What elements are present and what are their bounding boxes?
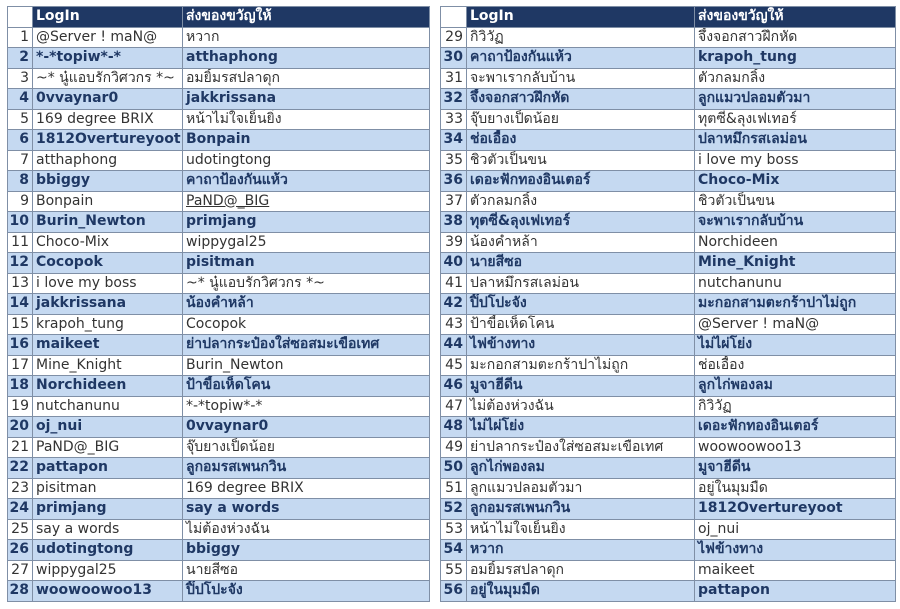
login-cell: ไม่ต้องห่วงฉัน [467,396,695,417]
row-number: 40 [441,253,467,274]
login-cell: jakkrissana [33,294,183,315]
login-cell: PaND@_BIG [33,437,183,458]
table-row [8,191,430,212]
row-number: 17 [8,355,33,376]
table-row [8,478,430,499]
login-cell: ป้าขี้อเห็ดโคน [467,314,695,335]
gift-cell: นายสีซอ [183,560,430,581]
row-number: 44 [441,335,467,356]
row-number: 26 [8,540,33,561]
login-cell: ลูกอมรสเพนกวิน [467,499,695,520]
row-number: 32 [441,89,467,110]
row-number: 14 [8,294,33,315]
gift-cell: maikeet [695,560,896,581]
login-cell: คาถาป้องกันแห้ว [467,48,695,69]
gift-cell: ไม่ไผ่โย่ง [695,335,896,356]
gift-cell: udotingtong [183,150,430,171]
gift-cell: มะกอกสามตะกร้าปาไม่ถูก [695,294,896,315]
gift-cell: 0vvaynar0 [183,417,430,438]
row-number: 51 [441,478,467,499]
table-row [441,560,896,581]
login-cell: น้องคำหล้า [467,232,695,253]
login-cell: ปิ๊ปโปะจัง [467,294,695,315]
login-cell: Bonpain [33,191,183,212]
table-row [8,130,430,151]
row-number: 45 [441,355,467,376]
gift-cell: jakkrissana [183,89,430,110]
login-cell: ช่อเอื้อง [467,130,695,151]
login-cell: Mine_Knight [33,355,183,376]
table-row [441,396,896,417]
login-cell: atthaphong [33,150,183,171]
table-row [441,335,896,356]
login-cell: 0vvaynar0 [33,89,183,110]
table-row [8,560,430,581]
login-cell: จะพาเรากลับบ้าน [467,68,695,89]
login-cell: มะกอกสามตะกร้าปาไม่ถูก [467,355,695,376]
row-number: 20 [8,417,33,438]
header-gift: ส่งของขวัญให้ [695,7,896,28]
login-cell: pattapon [33,458,183,479]
row-number: 30 [441,48,467,69]
gift-cell: 1812Overtureyoot [695,499,896,520]
gift-cell: say a words [183,499,430,520]
gift-cell: จุ๊บยางเป็ดน้อย [183,437,430,458]
row-number: 47 [441,396,467,417]
header-login: LogIn [33,7,183,28]
login-cell: say a words [33,519,183,540]
login-cell: ~* นู๋แอบรักวิศวกร *~ [33,68,183,89]
table-row [8,540,430,561]
login-cell: i love my boss [33,273,183,294]
gift-cell: woowoowoo13 [695,437,896,458]
row-number: 6 [8,130,33,151]
login-cell: หวาก [467,540,695,561]
login-cell: มูจาฮีดีน [467,376,695,397]
row-number: 16 [8,335,33,356]
row-number: 29 [441,27,467,48]
gift-cell: ช่อเอื้อง [695,355,896,376]
login-cell: ลูกไก่พองลม [467,458,695,479]
table-row [8,294,430,315]
row-number: 3 [8,68,33,89]
table-row [8,499,430,520]
table-row [441,130,896,151]
gift-cell: Norchideen [695,232,896,253]
gift-cell: atthaphong [183,48,430,69]
table-row [8,519,430,540]
gift-cell: จะพาเรากลับบ้าน [695,212,896,233]
row-number: 48 [441,417,467,438]
row-number: 25 [8,519,33,540]
login-cell: Choco-Mix [33,232,183,253]
table-row [441,376,896,397]
table-row [8,89,430,110]
login-cell: ปลาหมึกรสเลม่อน [467,273,695,294]
table-row [441,89,896,110]
row-number: 27 [8,560,33,581]
row-number: 15 [8,314,33,335]
row-number: 1 [8,27,33,48]
gift-cell: อมยิ้มรสปลาดุก [183,68,430,89]
gift-cell: krapoh_tung [695,48,896,69]
login-cell: bbiggy [33,171,183,192]
table-row [8,109,430,130]
gift-cell: ชิวตัวเป็นขน [695,191,896,212]
table-row [441,437,896,458]
table-row [441,294,896,315]
table-row [8,458,430,479]
login-cell: ชิวตัวเป็นขน [467,150,695,171]
table-row [8,314,430,335]
header-num [8,7,33,28]
gift-cell: primjang [183,212,430,233]
login-cell: 169 degree BRIX [33,109,183,130]
row-number: 31 [441,68,467,89]
table-row [441,232,896,253]
login-cell: ไฟข้างทาง [467,335,695,356]
header-gift: ส่งของขวัญให้ [183,7,430,28]
row-number: 49 [441,437,467,458]
row-number: 7 [8,150,33,171]
gift-cell: @Server ! maN@ [695,314,896,335]
table-row [8,27,430,48]
row-number: 39 [441,232,467,253]
table-row [441,27,896,48]
login-cell: Burin_Newton [33,212,183,233]
login-cell: 1812Overtureyoot [33,130,183,151]
table-row [441,68,896,89]
gift-cell: Choco-Mix [695,171,896,192]
login-cell: อมยิ้มรสปลาดุก [467,560,695,581]
row-number: 33 [441,109,467,130]
row-number: 46 [441,376,467,397]
login-cell: จุ๊บยางเป็ดน้อย [467,109,695,130]
table-row [441,253,896,274]
table-row [8,396,430,417]
login-cell: udotingtong [33,540,183,561]
table-row [441,499,896,520]
gift-cell: มูจาฮีดีน [695,458,896,479]
table-row [8,581,430,602]
row-number: 4 [8,89,33,110]
gift-cell: nutchanunu [695,273,896,294]
row-number: 38 [441,212,467,233]
gift-cell: หน้าไม่ใจเย็นยิ่ง [183,109,430,130]
gift-cell: ป้าขี้อเห็ดโคน [183,376,430,397]
table-row [8,150,430,171]
row-number: 5 [8,109,33,130]
row-number: 18 [8,376,33,397]
row-number: 37 [441,191,467,212]
table-row [441,109,896,130]
row-number: 28 [8,581,33,602]
gift-cell: *-*topiw*-* [183,396,430,417]
login-cell: ลูกแมวปลอมตัวมา [467,478,695,499]
login-cell: ย่าปลากระป๋องใส่ซอสมะเขือเทศ [467,437,695,458]
gift-cell: pattapon [695,581,896,602]
login-cell: เดอะฟักทองอินเตอร์ [467,171,695,192]
row-number: 35 [441,150,467,171]
table-row [441,540,896,561]
gift-cell: ไฟข้างทาง [695,540,896,561]
table-row [441,150,896,171]
gift-cell: คาถาป้องกันแห้ว [183,171,430,192]
login-cell: Norchideen [33,376,183,397]
gift-cell: ลูกอมรสเพนกวิน [183,458,430,479]
gift-cell: PaND@_BIG [183,191,430,212]
table-row [8,437,430,458]
gift-cell: 169 degree BRIX [183,478,430,499]
gift-cell: Burin_Newton [183,355,430,376]
login-cell: pisitman [33,478,183,499]
table-row [8,212,430,233]
login-cell: ตัวกลมกลิ้ง [467,191,695,212]
header-num [441,7,467,28]
login-cell: อยู่ในมุมมืด [467,581,695,602]
gift-cell: จึ้งจอกสาวฝึกหัด [695,27,896,48]
gift-cell: น้องคำหล้า [183,294,430,315]
gift-cell: Mine_Knight [695,253,896,274]
gift-cell: ลูกแมวปลอมตัวมา [695,89,896,110]
row-number: 11 [8,232,33,253]
header-row [441,7,896,28]
gift-cell: ปิ๊ปโปะจัง [183,581,430,602]
row-number: 55 [441,560,467,581]
gift-cell: กิวิวัฏ [695,396,896,417]
gift-cell: ไม่ต้องห่วงฉัน [183,519,430,540]
row-number: 56 [441,581,467,602]
row-number: 34 [441,130,467,151]
row-number: 19 [8,396,33,417]
login-cell: ไม่ไผ่โย่ง [467,417,695,438]
row-number: 52 [441,499,467,520]
table-row [441,191,896,212]
table-row [8,417,430,438]
table-row [441,458,896,479]
gift-cell: ลูกไก่พองลม [695,376,896,397]
table-row [441,273,896,294]
row-number: 42 [441,294,467,315]
row-number: 54 [441,540,467,561]
login-cell: ทุตซี่&ลุงเฟเทอร์ [467,212,695,233]
gift-cell: ตัวกลมกลิ้ง [695,68,896,89]
gift-cell: ~* นู๋แอบรักวิศวกร *~ [183,273,430,294]
login-cell: *-*topiw*-* [33,48,183,69]
row-number: 22 [8,458,33,479]
gift-table-left [7,6,430,602]
row-number: 50 [441,458,467,479]
row-number: 10 [8,212,33,233]
gift-cell: Bonpain [183,130,430,151]
gift-cell: อยู่ในมุมมืด [695,478,896,499]
table-row [8,68,430,89]
gift-table-right [440,6,896,602]
gift-cell: bbiggy [183,540,430,561]
login-cell: จึ้งจอกสาวฝึกหัด [467,89,695,110]
login-cell: Cocopok [33,253,183,274]
row-number: 21 [8,437,33,458]
gift-cell: Cocopok [183,314,430,335]
row-number: 13 [8,273,33,294]
login-cell: wippygal25 [33,560,183,581]
row-number: 41 [441,273,467,294]
table-row [441,314,896,335]
table-row [8,48,430,69]
table-row [8,376,430,397]
table-row [441,581,896,602]
table-row [441,212,896,233]
gift-cell: oj_nui [695,519,896,540]
row-number: 43 [441,314,467,335]
header-row [8,7,430,28]
table-row [441,171,896,192]
row-number: 24 [8,499,33,520]
row-number: 9 [8,191,33,212]
gift-cell: pisitman [183,253,430,274]
header-login: LogIn [467,7,695,28]
row-number: 12 [8,253,33,274]
login-cell: krapoh_tung [33,314,183,335]
table-row [8,355,430,376]
gift-cell: ปลาหมึกรสเลม่อน [695,130,896,151]
gift-cell: ย่าปลากระป๋องใส่ซอสมะเขือเทศ [183,335,430,356]
table-row [441,519,896,540]
table-row [8,253,430,274]
gift-cell: i love my boss [695,150,896,171]
gift-cell: เดอะฟักทองอินเตอร์ [695,417,896,438]
login-cell: หน้าไม่ใจเย็นยิ่ง [467,519,695,540]
table-row [8,171,430,192]
gift-cell: ทุตซี่&ลุงเฟเทอร์ [695,109,896,130]
table-row [8,335,430,356]
login-cell: oj_nui [33,417,183,438]
row-number: 36 [441,171,467,192]
login-cell: นายสีซอ [467,253,695,274]
table-row [8,273,430,294]
row-number: 8 [8,171,33,192]
gift-cell: wippygal25 [183,232,430,253]
row-number: 2 [8,48,33,69]
table-row [441,478,896,499]
table-row [441,417,896,438]
table-row [441,355,896,376]
login-cell: กิวิวัฏ [467,27,695,48]
row-number: 53 [441,519,467,540]
login-cell: @Server ! maN@ [33,27,183,48]
table-row [8,232,430,253]
login-cell: woowoowoo13 [33,581,183,602]
row-number: 23 [8,478,33,499]
login-cell: primjang [33,499,183,520]
login-cell: maikeet [33,335,183,356]
gift-cell: หวาก [183,27,430,48]
login-cell: nutchanunu [33,396,183,417]
table-row [441,48,896,69]
